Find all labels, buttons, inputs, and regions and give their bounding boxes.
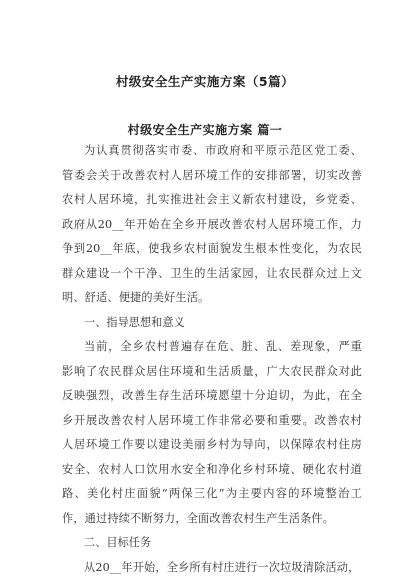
paragraph-line: 为认真贯彻落实市委、市政府和平原示范区党工委、 [84, 144, 362, 157]
section-title: 村级安全生产实施方案 篇一 [127, 123, 283, 137]
section-heading: 二、目标任务 [84, 536, 152, 549]
paragraph-line: 路、美化村庄面貌“两保三化”为主要内容的环境整治工 [62, 487, 362, 500]
paragraph-line: 管委会关于改善农村人居环境工作的安排部署，切实改善 [62, 168, 362, 182]
section-heading: 一、指导思想和意义 [84, 315, 185, 329]
paragraph-line: 农村人居环境，扎实推进社会主义新农村建设，乡党委、 [62, 193, 362, 206]
paragraph-line: 乡开展改善农村人居环境工作非常必要和重要。改善农村 [62, 413, 362, 427]
document-title: 村级安全生产实施方案（5篇） [115, 74, 295, 89]
paragraph-line: 反映强烈，改善生存生活环境愿望十分迫切，为此，在全 [62, 389, 362, 402]
paragraph-line: 当前，全乡农村普遍存在危、脏、乱、差现象，严重 [84, 340, 362, 353]
paragraph-line: 争到20__年底，使我乡农村面貌发生根本性变化，为农民 [62, 242, 362, 255]
paragraph-line: 影响了农民群众居住环境和生活质量，广大农民群众对此 [62, 364, 362, 378]
paragraph-line: 群众建设一个干净、卫生的生活家园，让农民群众过上文 [62, 266, 362, 280]
paragraph-line: 明、舒适、便捷的美好生活。 [62, 291, 210, 304]
paragraph-line: 人居环境工作要以建设美丽乡村为导向，以保障农村住房 [62, 438, 362, 451]
paragraph-line: 政府从20__年开始在全乡开展改善农村人居环境工作，力 [62, 217, 362, 231]
paragraph-line: 安全、农村人口饮用水安全和净化乡村环境、硬化农村道 [62, 462, 362, 476]
paragraph-line: 作，通过持续不断努力，全面改善农村生产生活条件。 [62, 511, 335, 525]
paragraph-line: 从20__年开始，全乡所有村庄进行一次垃圾清除活动， [84, 560, 360, 574]
